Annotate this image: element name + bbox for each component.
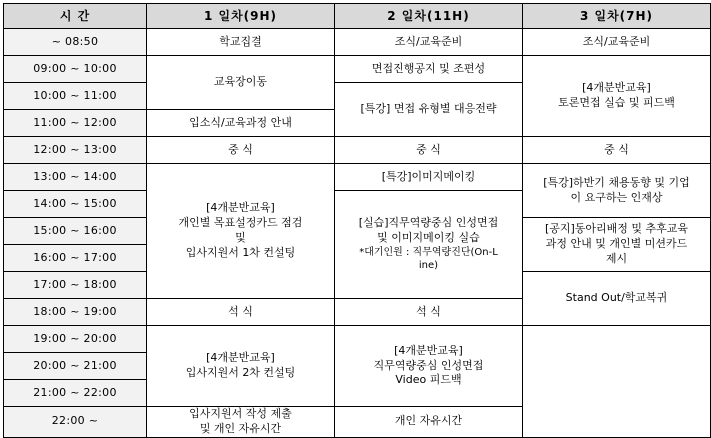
day3-notice-line3: 제시 [605,251,628,265]
day2-cell-practice [335,191,523,299]
time-cell: 16:00 ~ 17:00 [4,245,147,272]
column-header-time: 시 간 [4,4,147,29]
schedule-table [3,3,711,438]
day1-consulting2-line2: 입사지원서 2차 컨설팅 [185,366,296,379]
day3-notice-line2: 과정 안내 및 개인별 미션카드 [545,237,688,251]
day3-cell-special-lecture [523,164,711,218]
day2-cell-breakfast: 조식/교육준비 [335,29,523,56]
day2-cell-free-time: 개인 자유시간 [335,407,523,438]
day2-cell-dinner: 석 식 [335,299,523,326]
column-header-day3: 3 일차(7H) [523,4,711,29]
time-cell: 21:00 ~ 22:00 [4,380,147,407]
table-row [4,137,711,164]
time-cell: 14:00 ~ 15:00 [4,191,147,218]
day1-consulting1-line1: [4개분반교육] [206,201,275,215]
day1-submit-line2: 및 개인 자유시간 [199,421,282,435]
day3-cell-breakfast: 조식/교육준비 [523,29,711,56]
day1-consulting1-line4: 입사지원서 1차 컨설팅 [185,245,296,259]
day1-submit-line1: 입사지원서 작성 제출 [189,407,292,420]
time-cell: 19:00 ~ 20:00 [4,326,147,353]
time-cell: 15:00 ~ 16:00 [4,218,147,245]
day1-cell-consulting2 [147,326,335,407]
day3-cell-lunch: 중 식 [523,137,711,164]
day1-cell-orientation: 입소식/교육과정 안내 [147,110,335,137]
day3-debate-line2: 토론면접 실습 및 피드백 [558,96,675,109]
day3-lecture-line2: 이 요구하는 인재상 [570,190,663,204]
table-row [4,29,711,56]
day2-cell-notice: 면접진행공지 및 조편성 [335,56,523,83]
day3-lecture-line1: [특강]하반기 채용동향 및 기업 [543,175,690,189]
day2-cell-interview-strategy: [특강] 면접 유형별 대응전략 [335,83,523,137]
day3-notice-line1: [공지]동아리배정 및 추후교육 [544,222,689,236]
time-cell: 09:00 ~ 10:00 [4,56,147,83]
day1-cell-lunch: 중 식 [147,137,335,164]
table-row [4,164,711,191]
time-cell: 12:00 ~ 13:00 [4,137,147,164]
day1-consulting1-line2: 개인별 목표설정카드 점검 [178,216,303,230]
table-header-row [4,4,711,29]
time-cell: 13:00 ~ 14:00 [4,164,147,191]
day2-practice-line2: 및 이미지메이킹 실습 [377,231,480,244]
day1-cell-consulting1 [147,164,335,299]
time-cell: 22:00 ~ [4,407,147,438]
day1-cell-move: 교육장이동 [147,56,335,110]
day2-practice-line3: *대기인원 : 직무역량진단(On-L [359,246,498,258]
time-cell: 18:00 ~ 19:00 [4,299,147,326]
time-cell: 10:00 ~ 11:00 [4,83,147,110]
day2-cell-lunch: 중 식 [335,137,523,164]
day3-cell-empty [523,326,711,438]
time-cell: 17:00 ~ 18:00 [4,272,147,299]
day3-debate-line1: [4개분반교육] [582,81,651,95]
day3-cell-notice [523,218,711,272]
column-header-day1: 1 일차(9H) [147,4,335,29]
day3-cell-standout: Stand Out/학교복귀 [523,272,711,326]
time-cell: ~ 08:50 [4,29,147,56]
day2-practice-line4: ine) [418,260,439,272]
day1-cell-dinner: 석 식 [147,299,335,326]
schedule-document [0,3,711,435]
table-row [4,326,711,353]
day3-cell-debate [523,56,711,137]
day1-consulting2-line1: [4개분반교육] [206,351,275,365]
time-cell: 11:00 ~ 12:00 [4,110,147,137]
day2-cell-video-feedback [335,326,523,407]
day1-cell-submit [147,407,335,438]
day2-video-line3: Video 피드백 [395,373,462,387]
day2-video-line2: 직무역량중심 인성면접 [373,358,484,372]
day1-consulting1-line3: 및 [235,231,246,244]
day2-practice-line1: [실습]직무역량중심 인성면접 [358,216,499,230]
time-cell: 20:00 ~ 21:00 [4,353,147,380]
day2-video-line1: [4개분반교육] [394,343,463,357]
day2-cell-image-making: [특강]이미지메이킹 [335,164,523,191]
table-row [4,56,711,83]
day1-cell-assembly: 학교집결 [147,29,335,56]
column-header-day2: 2 일차(11H) [335,4,523,29]
